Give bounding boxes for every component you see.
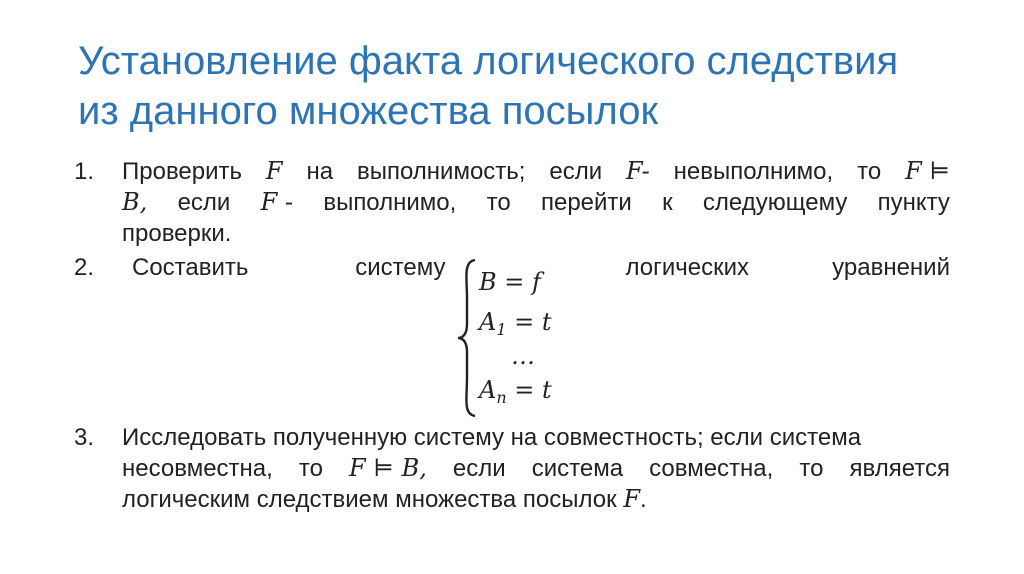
eq-rest: = t — [506, 308, 552, 336]
word: уравнений — [832, 254, 950, 281]
eq-rest: = t — [506, 376, 552, 404]
word: совместна, — [649, 455, 774, 482]
word: . — [639, 486, 647, 513]
word: выполнимо, — [323, 189, 457, 216]
eq-subscript: 1 — [496, 320, 507, 339]
item-body — [122, 422, 950, 515]
slide-title — [78, 36, 978, 136]
math-f: F- — [626, 157, 650, 185]
word: к — [662, 189, 673, 216]
item-3-line-1 — [122, 422, 950, 453]
eq-var: A — [479, 376, 497, 404]
item-1-line-1 — [122, 156, 950, 187]
word: выполнимость; — [356, 158, 526, 185]
math-b: B, — [122, 188, 148, 216]
math-entails: F ⊨ B, — [349, 454, 427, 482]
math-entails: F ⊨ — [905, 157, 950, 185]
word: если — [549, 158, 603, 185]
word: то — [298, 455, 323, 482]
word: является — [849, 455, 950, 482]
item-body — [122, 156, 950, 249]
word: логическим следствием множества посылок — [122, 486, 624, 513]
word: то — [486, 189, 511, 216]
word: система — [531, 455, 624, 482]
equation-system — [455, 258, 605, 418]
word: Составить — [132, 254, 249, 281]
word: перейти — [540, 189, 632, 216]
word: следующему — [702, 189, 848, 216]
word: несовместна, — [122, 455, 273, 482]
item-1-line-3 — [122, 218, 950, 249]
word: то — [857, 158, 882, 185]
equation-ellipsis: … — [511, 342, 535, 370]
equation-1: B = f — [479, 268, 541, 296]
word: пункту — [877, 189, 950, 216]
equation-n — [479, 376, 552, 407]
eq-var: A — [479, 308, 497, 336]
brace-icon — [455, 258, 479, 418]
word: систему — [355, 254, 446, 281]
title-line-2: из данного множества посылок — [78, 89, 658, 133]
title-line-1: Установление факта логического следствия — [78, 39, 899, 83]
word: проверки. — [122, 220, 232, 247]
word: Исследовать полученную систему на совместность; если система — [122, 424, 862, 451]
eq-subscript: n — [496, 388, 507, 407]
word: если — [452, 455, 506, 482]
word: логических — [625, 254, 750, 281]
equation-2 — [479, 308, 552, 339]
word: невыполнимо, — [673, 158, 834, 185]
math-f: F — [265, 157, 283, 185]
math-f: F - — [260, 188, 294, 216]
word: Проверить — [122, 158, 243, 185]
item-3-line-2 — [122, 453, 950, 484]
item-number: 3. — [74, 424, 95, 451]
item-number: 2. — [74, 254, 95, 281]
item-3-line-3 — [122, 484, 950, 515]
item-1-line-2 — [122, 187, 950, 218]
word: если — [177, 189, 231, 216]
word: на — [306, 158, 334, 185]
math-f: F — [623, 485, 640, 513]
word: то — [799, 455, 824, 482]
item-number: 1. — [74, 158, 95, 185]
